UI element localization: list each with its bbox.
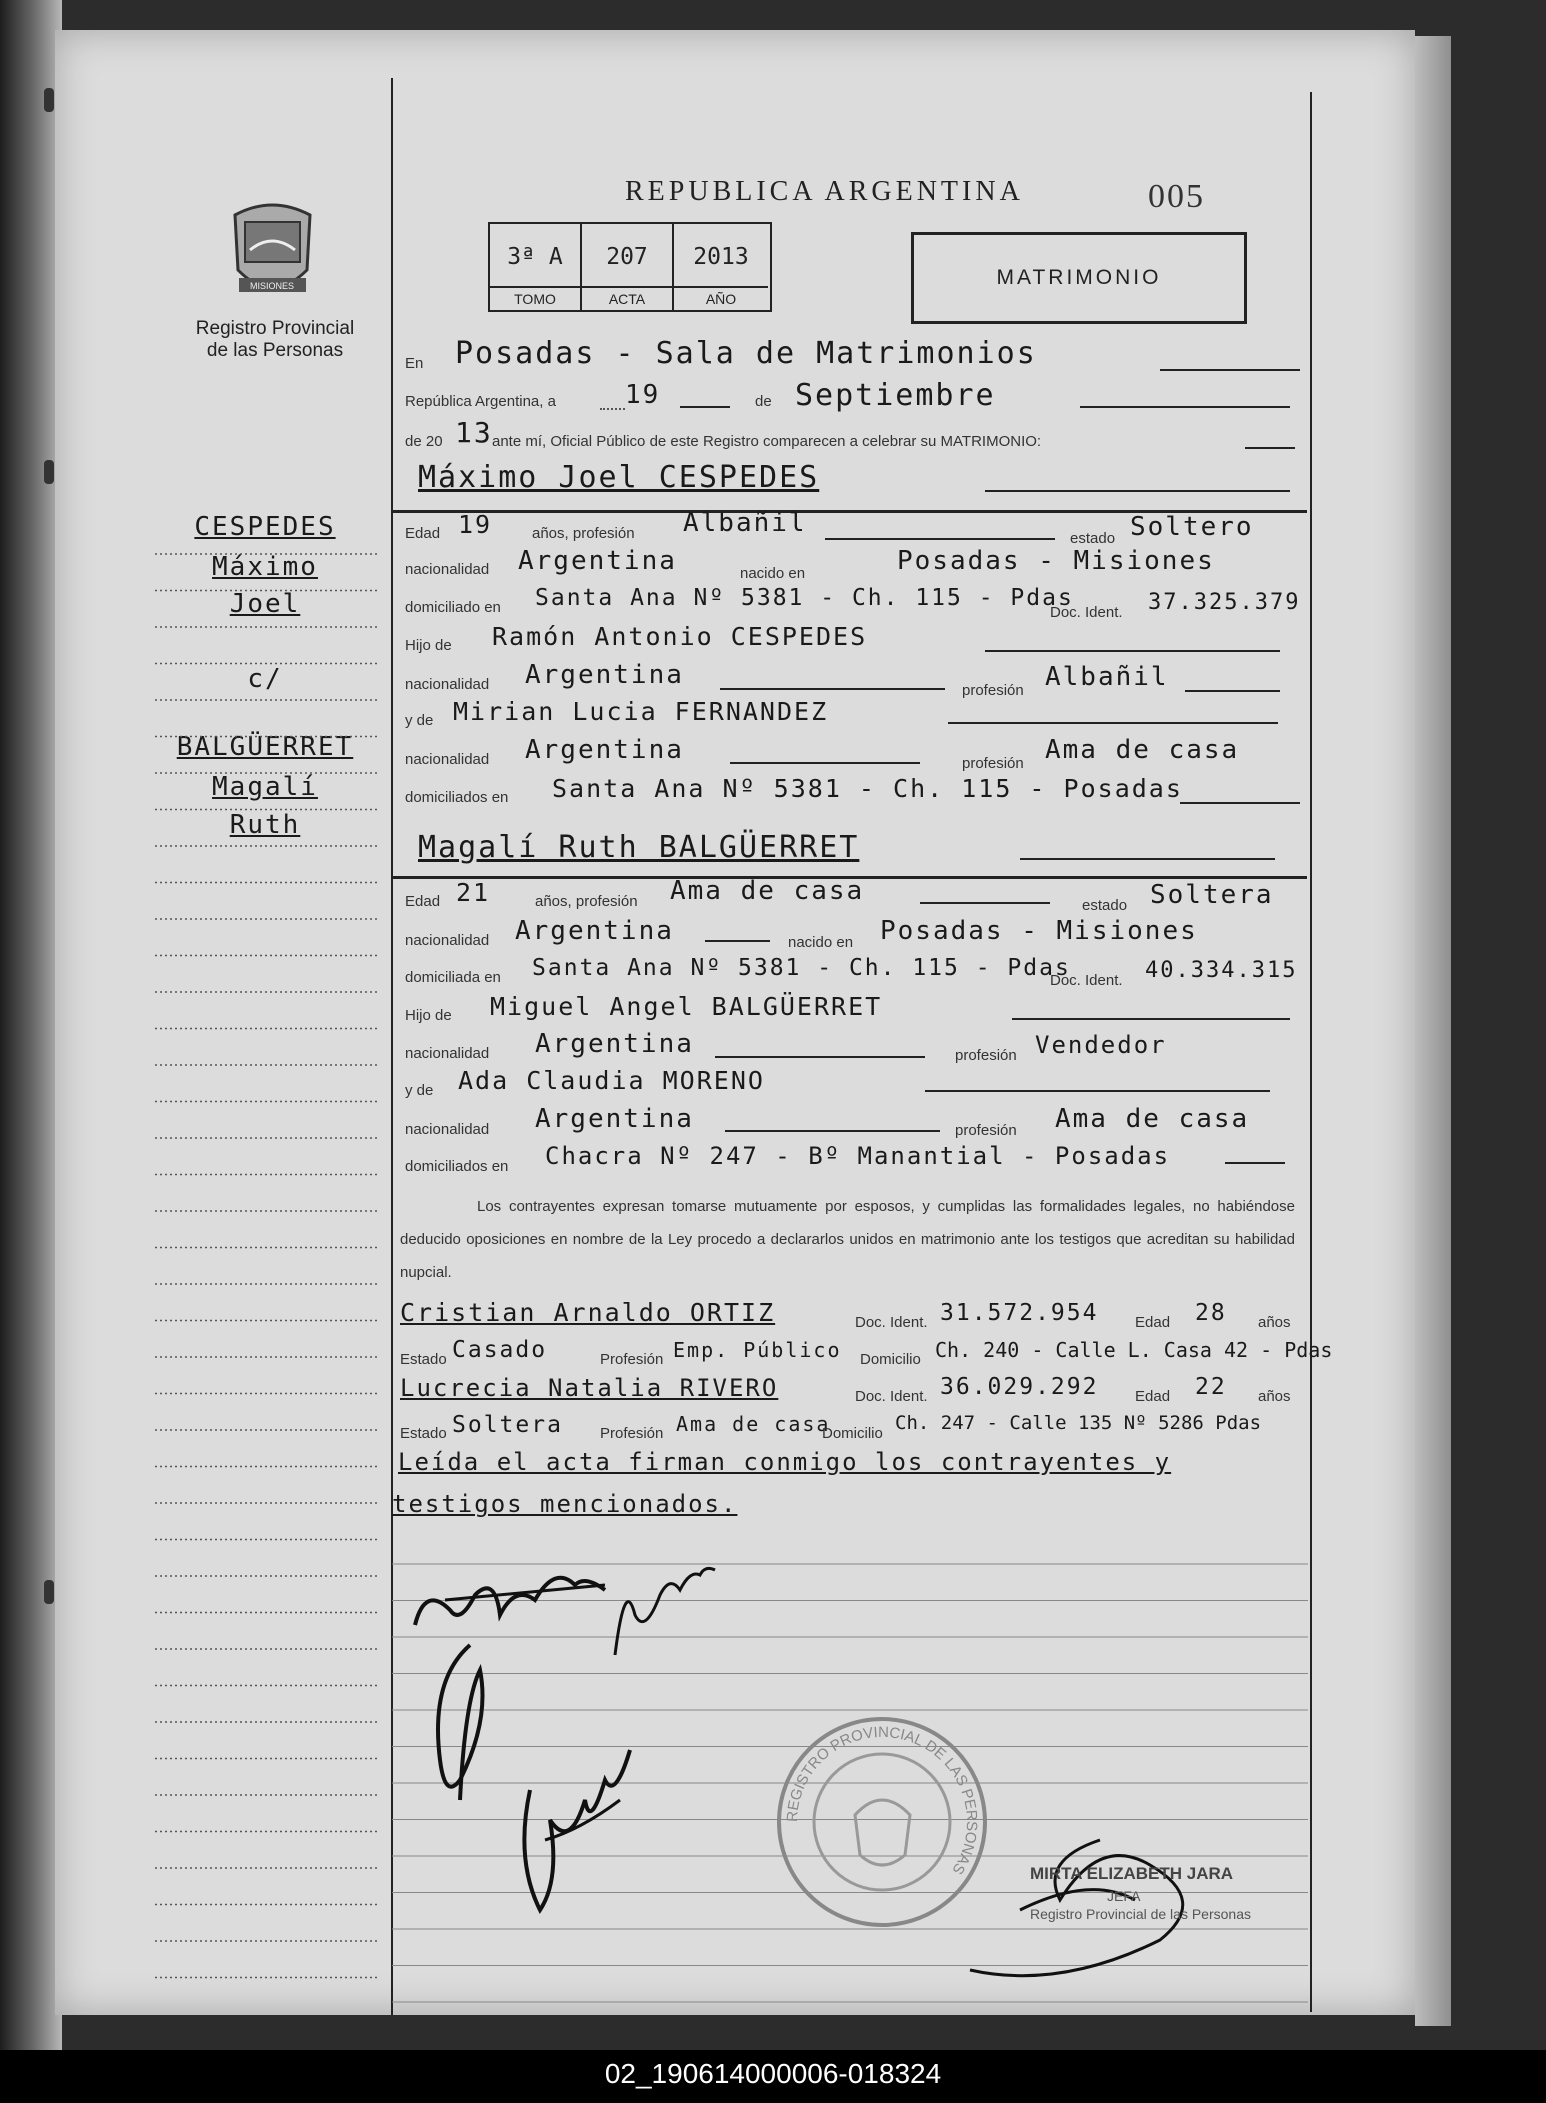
fill-line bbox=[925, 1090, 1270, 1092]
bride-father-profession: Vendedor bbox=[1035, 1031, 1167, 1059]
label-nacionalidad: nacionalidad bbox=[405, 561, 490, 578]
fill-line bbox=[1180, 802, 1300, 804]
acta-cell bbox=[582, 224, 674, 286]
witness2-name: Lucrecia Natalia RIVERO bbox=[400, 1374, 779, 1402]
acta-label: ACTA bbox=[582, 286, 674, 310]
tomo-value: 3ª A bbox=[507, 244, 563, 270]
witness-signature-2 bbox=[510, 1740, 640, 1920]
officer-office: Registro Provincial de las Personas bbox=[1030, 1906, 1251, 1922]
label-anios-profesion: años, profesión bbox=[532, 525, 635, 542]
tomo-label: TOMO bbox=[490, 286, 582, 310]
witness1-document: 31.572.954 bbox=[940, 1300, 1099, 1326]
label-estado: estado bbox=[1070, 530, 1116, 547]
label-doc-ident: Doc. Ident. bbox=[1050, 604, 1123, 621]
fill-line bbox=[1012, 1018, 1290, 1020]
logo-label: MISIONES bbox=[249, 281, 295, 291]
label-anios-profesion: años, profesión bbox=[535, 893, 638, 910]
fill-line bbox=[1160, 369, 1300, 371]
fill-line bbox=[1225, 1162, 1285, 1164]
label-y-de: y de bbox=[405, 1082, 434, 1099]
label-profesion: profesión bbox=[955, 1122, 1017, 1139]
witness2-age: 22 bbox=[1195, 1374, 1227, 1400]
witness1-age: 28 bbox=[1195, 1300, 1227, 1326]
bride-full-name: Magalí Ruth BALGÜERRET bbox=[418, 830, 860, 865]
label-doc-ident-witness2: Doc. Ident. bbox=[855, 1388, 928, 1405]
bride-father-name: Miguel Angel BALGÜERRET bbox=[490, 992, 883, 1021]
ceremony-month: Septiembre bbox=[795, 378, 996, 413]
label-profesion-witness1: Profesión bbox=[600, 1351, 664, 1368]
groom-mother-name: Mirian Lucia FERNANDEZ bbox=[453, 697, 829, 726]
label-nacionalidad: nacionalidad bbox=[405, 676, 490, 693]
bride-father-nationality: Argentina bbox=[535, 1029, 694, 1059]
fill-line bbox=[1185, 690, 1280, 692]
witness1-status: Casado bbox=[452, 1337, 548, 1363]
label-nacionalidad: nacionalidad bbox=[405, 1121, 490, 1138]
label-estado-witness1: Estado bbox=[400, 1351, 447, 1368]
label-profesion-witness2: Profesión bbox=[600, 1425, 664, 1442]
groom-parents-address: Santa Ana Nº 5381 - Ch. 115 - Posadas bbox=[552, 774, 1183, 803]
officer-title: JEFA bbox=[1107, 1888, 1141, 1904]
label-profesion: profesión bbox=[962, 682, 1024, 699]
fill-line bbox=[1080, 406, 1290, 408]
bride-profession: Ama de casa bbox=[670, 876, 865, 906]
fill-line bbox=[1245, 447, 1295, 449]
groom-age: 19 bbox=[458, 510, 493, 539]
fill-dots bbox=[600, 408, 625, 410]
anio-value: 2013 bbox=[693, 244, 749, 270]
acta-value: 207 bbox=[606, 244, 648, 270]
fill-line bbox=[985, 650, 1280, 652]
fill-line bbox=[1020, 858, 1275, 860]
binder-hole bbox=[44, 460, 54, 484]
label-nacido-en: nacido en bbox=[788, 934, 854, 951]
margin-guide-lines bbox=[150, 520, 380, 1980]
groom-father-name: Ramón Antonio CESPEDES bbox=[492, 622, 868, 651]
closing-line-1: Leída el acta firman conmigo los contrayentes y bbox=[398, 1448, 1172, 1476]
label-edad-witness1: Edad bbox=[1135, 1314, 1171, 1331]
groom-father-nationality: Argentina bbox=[525, 660, 684, 690]
fill-line bbox=[948, 722, 1278, 724]
label-domicilio-witness2: Domicilio bbox=[822, 1425, 883, 1442]
fill-line bbox=[825, 538, 1055, 540]
bride-document-number: 40.334.315 bbox=[1145, 958, 1298, 983]
fill-line bbox=[705, 940, 770, 942]
witness1-address: Ch. 240 - Calle L. Casa 42 - Pdas bbox=[935, 1338, 1333, 1362]
label-nacionalidad: nacionalidad bbox=[405, 1045, 490, 1062]
label-de-20: de 20 bbox=[405, 433, 443, 450]
groom-mother-nationality: Argentina bbox=[525, 735, 684, 765]
label-nacionalidad: nacionalidad bbox=[405, 932, 490, 949]
binder-hole bbox=[44, 88, 54, 112]
witness1-profession: Emp. Público bbox=[673, 1338, 842, 1362]
groom-address: Santa Ana Nº 5381 - Ch. 115 - Pdas bbox=[535, 585, 1074, 611]
groom-civil-status: Soltero bbox=[1130, 512, 1254, 542]
label-republica: República Argentina, a bbox=[405, 393, 556, 410]
label-estado: estado bbox=[1082, 897, 1128, 914]
officer-name: MIRTA ELIZABETH JARA bbox=[1030, 1864, 1234, 1883]
tomo-cell bbox=[490, 224, 582, 286]
bride-parents-address: Chacra Nº 247 - Bº Manantial - Posadas bbox=[545, 1142, 1171, 1170]
label-de: de bbox=[755, 393, 772, 410]
fill-line bbox=[920, 902, 1050, 904]
officer-signature bbox=[960, 1820, 1240, 1985]
label-profesion: profesión bbox=[955, 1047, 1017, 1064]
registry-stamp bbox=[775, 1715, 990, 1930]
label-doc-ident-witness1: Doc. Ident. bbox=[855, 1314, 928, 1331]
fill-line bbox=[720, 688, 945, 690]
label-anios-witness2: años bbox=[1258, 1388, 1291, 1405]
anio-label: AÑO bbox=[674, 286, 768, 310]
groom-profession: Albañil bbox=[683, 508, 807, 538]
page-edge bbox=[1415, 36, 1451, 2026]
bride-nationality: Argentina bbox=[515, 916, 674, 946]
misiones-coat-of-arms-logo bbox=[225, 200, 320, 305]
document-type-box: MATRIMONIO bbox=[911, 232, 1247, 324]
label-edad-witness2: Edad bbox=[1135, 1388, 1171, 1405]
groom-birthplace: Posadas - Misiones bbox=[897, 546, 1215, 576]
marriage-declaration: Los contrayentes expresan tomarse mutuamente por esposos, y cumplidas las formalidades legales, no habiéndose deducido oposiciones en nombre de la Ley procedo a declararlos unidos en matrimonio ante los testigos que acreditan su habilidad nupcial. bbox=[400, 1198, 1295, 1281]
groom-father-profession: Albañil bbox=[1045, 662, 1169, 692]
witness2-document: 36.029.292 bbox=[940, 1374, 1099, 1400]
scan-file-code: 02_190614000006-018324 bbox=[604, 2058, 942, 2089]
label-hijo-de: Hijo de bbox=[405, 637, 452, 654]
label-doc-ident: Doc. Ident. bbox=[1050, 972, 1123, 989]
label-domiciliados-en: domiciliados en bbox=[405, 789, 509, 806]
label-domiciliada-en: domiciliada en bbox=[405, 969, 501, 986]
ceremony-year-suffix: 13 bbox=[455, 416, 493, 449]
witness-signature-1 bbox=[420, 1640, 520, 1810]
label-domiciliado-en: domiciliado en bbox=[405, 599, 501, 616]
bride-civil-status: Soltera bbox=[1150, 880, 1274, 910]
closing-line-2: testigos mencionados. bbox=[392, 1490, 738, 1518]
label-edad: Edad bbox=[405, 893, 441, 910]
label-domicilio-witness1: Domicilio bbox=[860, 1351, 921, 1368]
label-edad: Edad bbox=[405, 525, 441, 542]
bride-mother-name: Ada Claudia MORENO bbox=[458, 1066, 765, 1095]
record-reference-box bbox=[488, 222, 772, 312]
groom-full-name: Máximo Joel CESPEDES bbox=[418, 460, 820, 495]
label-profesion: profesión bbox=[962, 755, 1024, 772]
fill-line bbox=[725, 1130, 940, 1132]
label-en: En bbox=[405, 355, 424, 372]
label-nacido-en: nacido en bbox=[740, 565, 806, 582]
country-heading: REPUBLICA ARGENTINA bbox=[625, 176, 1024, 207]
registry-name-line1: Registro Provincial bbox=[195, 318, 355, 339]
bride-mother-nationality: Argentina bbox=[535, 1104, 694, 1134]
stamp-text: REGISTRO PROVINCIAL DE LAS PERSONAS bbox=[783, 1723, 981, 1878]
label-estado-witness2: Estado bbox=[400, 1425, 447, 1442]
ceremony-day: 19 bbox=[625, 380, 661, 410]
bride-signature bbox=[605, 1555, 725, 1665]
label-nacionalidad: nacionalidad bbox=[405, 751, 490, 768]
groom-document-number: 37.325.379 bbox=[1148, 590, 1301, 615]
ceremony-intro-text: ante mí, Oficial Público de este Registro comparecen a celebrar su MATRIMONIO: bbox=[492, 433, 1042, 450]
groom-nationality: Argentina bbox=[518, 546, 677, 576]
bride-mother-profession: Ama de casa bbox=[1055, 1104, 1250, 1134]
groom-mother-profession: Ama de casa bbox=[1045, 735, 1240, 765]
witness1-name: Cristian Arnaldo ORTIZ bbox=[400, 1298, 776, 1327]
label-anios-witness1: años bbox=[1258, 1314, 1291, 1331]
fill-line bbox=[680, 406, 730, 408]
registry-name bbox=[170, 318, 380, 362]
label-hijo-de: Hijo de bbox=[405, 1007, 452, 1024]
witness2-profession: Ama de casa bbox=[676, 1412, 831, 1436]
binder-hole bbox=[44, 1580, 54, 1604]
registry-name-line2: de las Personas bbox=[206, 340, 344, 361]
fill-line bbox=[730, 762, 920, 764]
fill-line bbox=[715, 1056, 925, 1058]
ceremony-place: Posadas - Sala de Matrimonios bbox=[455, 336, 1037, 371]
anio-cell bbox=[674, 224, 768, 286]
witness2-status: Soltera bbox=[452, 1412, 563, 1438]
column-rule-right bbox=[1310, 92, 1312, 2012]
page-number: 005 bbox=[1148, 178, 1205, 215]
fill-line bbox=[985, 490, 1290, 492]
bride-age: 21 bbox=[456, 878, 491, 907]
binder-edge bbox=[0, 0, 62, 2050]
witness2-address: Ch. 247 - Calle 135 Nº 5286 Pdas bbox=[895, 1412, 1262, 1434]
bride-address: Santa Ana Nº 5381 - Ch. 115 - Pdas bbox=[532, 955, 1071, 981]
label-domiciliados-en: domiciliados en bbox=[405, 1158, 509, 1175]
label-y-de: y de bbox=[405, 712, 434, 729]
bride-birthplace: Posadas - Misiones bbox=[880, 916, 1198, 946]
